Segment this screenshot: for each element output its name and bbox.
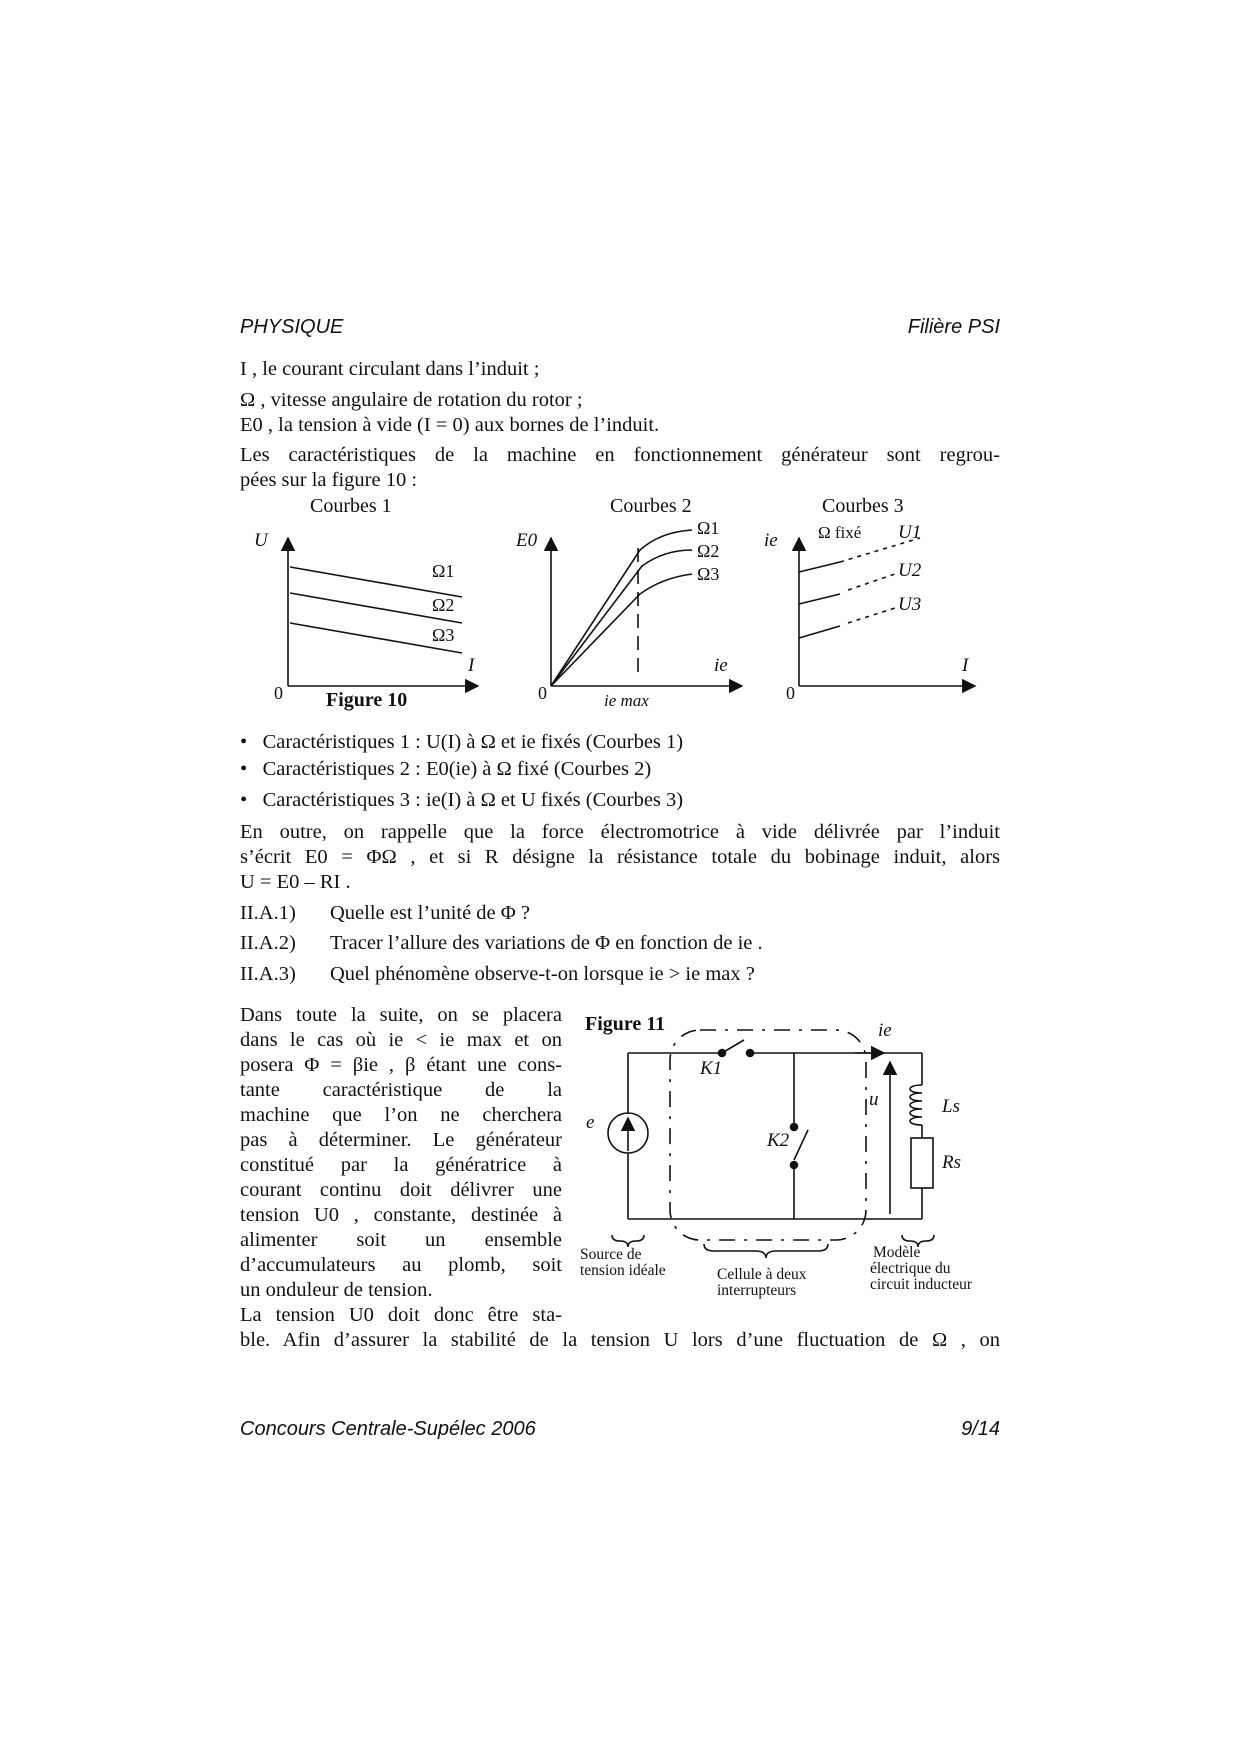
k2-contact-bottom (791, 1162, 798, 1169)
inductor (910, 1085, 922, 1125)
caption-cell-1: Cellule à deux (717, 1266, 807, 1283)
caption-model-3: circuit inducteur (870, 1276, 972, 1293)
intro-line-3: E0 , la tension à vide (I = 0) aux bornes de l’induit. (240, 414, 660, 436)
c3-note: Ω fixé (818, 523, 862, 542)
bullet-3-text: Caractéristiques 3 : ie(I) à Ω et U fixés (Courbes 3) (262, 789, 684, 811)
c2-ie-max-label: ie max (604, 691, 649, 710)
left-col-line-2: dans le cas où ie < ie max et on (240, 1029, 562, 1051)
c2-y-label: E0 (516, 530, 538, 551)
left-col-line-8: courant continu doit délivrer une (240, 1179, 562, 1201)
question-1-number: II.A.1) (240, 902, 296, 924)
k2-label: K2 (767, 1130, 790, 1151)
bullet-2-text: Caractéristiques 2 : E0(ie) à Ω fixé (Courbes 2) (262, 758, 652, 780)
para2-line-2: s’écrit E0 = ΦΩ , et si R désigne la résistance totale du bobinage induit, alors (240, 846, 1000, 868)
k1-switch (722, 1040, 744, 1053)
caption-source-1: Source de (580, 1246, 642, 1263)
left-col-line-12: un onduleur de tension. (240, 1279, 433, 1301)
c3-u2-label: U2 (898, 560, 922, 581)
left-col-line-3: posera Φ = βie , β étant une cons- (240, 1054, 562, 1076)
c2-title: Courbes 2 (610, 495, 692, 517)
intro-line-1: I , le courant circulant dans l’induit ; (240, 358, 540, 380)
c3-x-label: I (962, 655, 969, 676)
left-col-line-4: tante caractéristique de la (240, 1079, 562, 1101)
c1-omega1-label: Ω1 (432, 561, 455, 581)
c1-y-label: U (254, 530, 268, 551)
c2-omega3-label: Ω3 (697, 564, 720, 584)
question-2-number: II.A.2) (240, 932, 296, 954)
intro-para-line-1: Les caractéristiques de la machine en fonctionnement générateur sont regrou- (240, 444, 1000, 466)
para2-line-1: En outre, on rappelle que la force électromotrice à vide délivrée par l’induit (240, 821, 1000, 843)
question-3-number: II.A.3) (240, 963, 296, 985)
c2-x-label: ie (714, 655, 728, 676)
c1-x-label: I (468, 655, 475, 676)
brace-cell (704, 1244, 828, 1258)
c3-u3-label: U3 (898, 594, 922, 615)
bullet-1: • Caractéristiques 1 : U(I) à Ω et ie fixés (Courbes 1) (240, 731, 684, 753)
source-label: e (586, 1112, 595, 1133)
resistor (911, 1138, 933, 1188)
c1-omega2-label: Ω2 (432, 595, 455, 615)
k1-contact-right (747, 1050, 754, 1057)
para2-line-3: U = E0 – RI . (240, 871, 351, 893)
caption-cell-2: interrupteurs (717, 1282, 797, 1299)
question-3-text: Quel phénomène observe-t-on lorsque ie > ie max ? (330, 963, 755, 985)
header-left: PHYSIQUE (240, 316, 344, 338)
left-col-line-13: La tension U0 doit donc être sta- (240, 1304, 562, 1326)
c1-origin: 0 (274, 683, 283, 703)
c2-omega1-label: Ω1 (697, 518, 720, 538)
left-col-line-10: alimenter soit un ensemble (240, 1229, 562, 1251)
c1-omega3-label: Ω3 (432, 625, 455, 645)
inductor-label: Ls (942, 1096, 960, 1117)
intro-para-line-2: pées sur la figure 10 : (240, 469, 418, 491)
current-label: ie (878, 1020, 892, 1041)
caption-source-2: tension idéale (580, 1262, 666, 1279)
c3-title: Courbes 3 (822, 495, 904, 517)
last-line: ble. Afin d’assurer la stabilité de la tension U lors d’une fluctuation de Ω , on (240, 1329, 1000, 1351)
k2-switch (794, 1130, 808, 1160)
c3-y-label: ie (764, 530, 778, 551)
c2-origin: 0 (538, 683, 547, 703)
left-col-line-9: tension U0 , constante, destinée à (240, 1204, 562, 1226)
bullet-3: • Caractéristiques 3 : ie(I) à Ω et U fixés (Courbes 3) (240, 789, 684, 811)
footer-left: Concours Centrale-Supélec 2006 (240, 1418, 536, 1440)
caption-model-2: électrique du (870, 1260, 951, 1277)
left-col-line-7: constitué par la génératrice à (240, 1154, 562, 1176)
figure-10-label: Figure 10 (326, 689, 408, 711)
page-number: 9/14 (961, 1418, 1000, 1440)
left-col-line-6: pas à déterminer. Le générateur (240, 1129, 562, 1151)
header-right: Filière PSI (907, 316, 1000, 338)
c3-origin: 0 (786, 683, 795, 703)
intro-line-2: Ω , vitesse angulaire de rotation du rotor ; (240, 389, 583, 411)
voltage-label: u (869, 1089, 879, 1110)
c2-omega2-label: Ω2 (697, 541, 720, 561)
resistor-label: Rs (942, 1152, 961, 1173)
bullet-1-text: Caractéristiques 1 : U(I) à Ω et ie fixés (Courbes 1) (262, 731, 684, 753)
question-1-text: Quelle est l’unité de Φ ? (330, 902, 530, 924)
question-2-text: Tracer l’allure des variations de Φ en fonction de ie . (330, 932, 763, 954)
k1-label: K1 (700, 1058, 723, 1079)
k2-contact-top (791, 1124, 798, 1131)
left-col-line-1: Dans toute la suite, on se placera (240, 1004, 562, 1026)
c3-u1-label: U1 (898, 522, 922, 543)
left-col-line-5: machine que l’on ne cherchera (240, 1104, 562, 1126)
c1-title: Courbes 1 (310, 495, 392, 517)
left-col-line-11: d’accumulateurs au plomb, soit (240, 1254, 562, 1276)
bullet-2: • Caractéristiques 2 : E0(ie) à Ω fixé (Courbes 2) (240, 758, 652, 780)
figure-11-label: Figure 11 (585, 1013, 666, 1035)
caption-model-1: Modèle (873, 1244, 921, 1261)
